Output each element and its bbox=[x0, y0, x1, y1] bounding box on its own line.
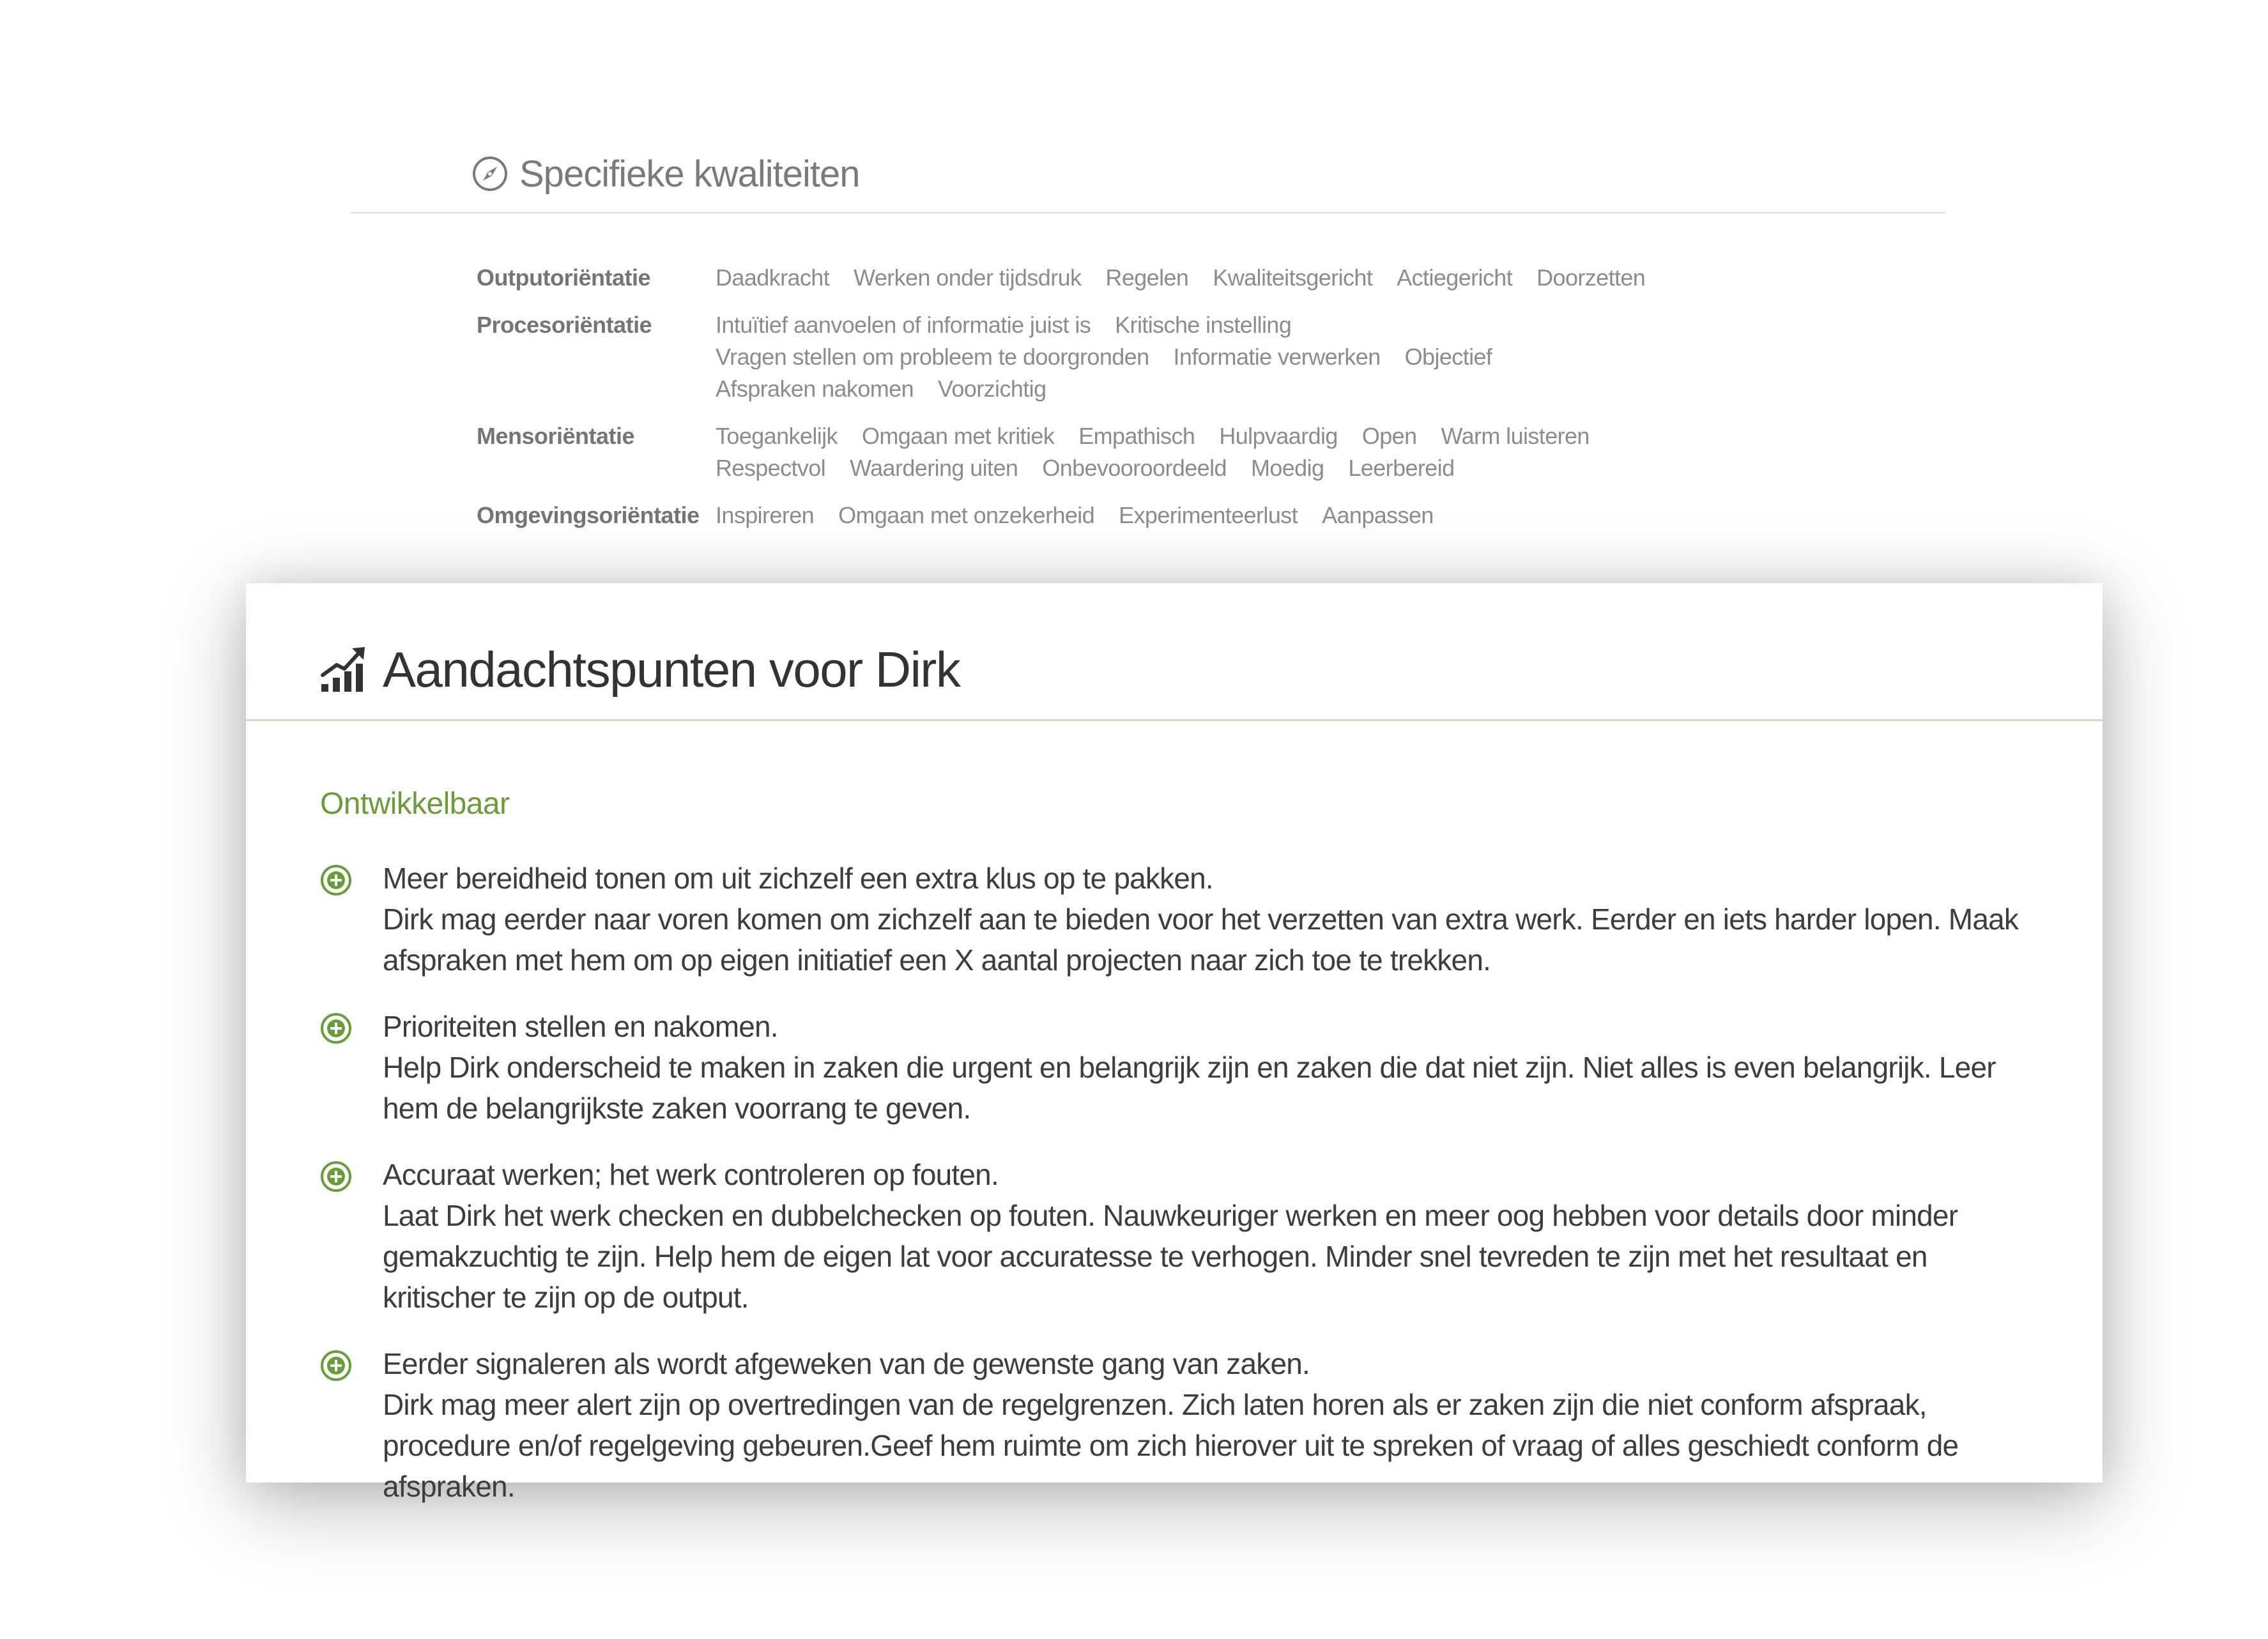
attention-points bbox=[320, 858, 2045, 1532]
quality-items bbox=[716, 309, 1699, 405]
quality-item: Daadkracht bbox=[716, 264, 830, 291]
compass-icon bbox=[472, 156, 508, 192]
plus-circle-icon bbox=[320, 1350, 352, 1382]
quality-category: Omgevingsoriëntatie bbox=[477, 502, 700, 528]
quality-item: Hulpvaardig bbox=[1219, 423, 1338, 449]
qualities-row bbox=[477, 499, 1882, 531]
quality-category: Outputoriëntatie bbox=[477, 264, 650, 291]
quality-item: Informatie verwerken bbox=[1173, 344, 1381, 370]
point-title: Accuraat werken; het werk controleren op fouten. bbox=[383, 1158, 999, 1191]
quality-items bbox=[716, 262, 1699, 294]
quality-item: Open bbox=[1361, 423, 1417, 449]
quality-item: Voorzichtig bbox=[938, 376, 1046, 402]
qualities-section bbox=[351, 128, 1945, 588]
qualities-header bbox=[472, 148, 860, 199]
quality-item: Vragen stellen om probleem te doorgronden bbox=[716, 344, 1149, 370]
attention-card bbox=[246, 583, 2103, 1503]
point-body bbox=[383, 858, 2045, 980]
qualities-divider bbox=[351, 212, 1945, 213]
quality-item: Inspireren bbox=[716, 502, 815, 528]
plus-circle-icon bbox=[320, 1161, 352, 1193]
point-text: Dirk mag meer alert zijn op overtredingen van de regelgrenzen. Zich laten horen als er zaken zijn die niet conform afspraak, procedure en/of regelgeving gebeuren.Geef hem ruimte om zich hierover uit te spreken of vraag of alles geschiedt conform de afspraken. bbox=[383, 1388, 1959, 1503]
point-text: Dirk mag eerder naar voren komen om zichzelf aan te bieden voor het verzetten van extra werk. Eerder en iets harder lopen. Maak afspraken met hem om op eigen initiatief een X aantal projecten naar zich toe te trekken. bbox=[383, 903, 2019, 977]
quality-item: Omgaan met onzekerheid bbox=[838, 502, 1095, 528]
quality-item: Experimenteerlust bbox=[1119, 502, 1298, 528]
plus-circle-icon bbox=[320, 864, 352, 896]
quality-item: Moedig bbox=[1250, 455, 1324, 481]
point-title: Prioriteiten stellen en nakomen. bbox=[383, 1010, 778, 1043]
point-body bbox=[383, 1154, 2045, 1318]
quality-item: Werken onder tijdsdruk bbox=[854, 264, 1082, 291]
quality-item: Respectvol bbox=[716, 455, 826, 481]
quality-items bbox=[716, 420, 1699, 484]
quality-item: Omgaan met kritiek bbox=[861, 423, 1055, 449]
qualities-row bbox=[477, 262, 1882, 294]
plus-circle-icon bbox=[320, 1012, 352, 1044]
quality-items bbox=[716, 499, 1699, 531]
quality-item: Leerbereid bbox=[1348, 455, 1455, 481]
quality-item: Intuïtief aanvoelen of informatie juist is bbox=[716, 312, 1091, 338]
point-text: Laat Dirk het werk checken en dubbelchecken op fouten. Nauwkeuriger werken en meer oog hebben voor details door minder gemakzuchtig te zijn. Help hem de eigen lat voor accuratesse te verhogen. Minder snel tevreden te zijn met het resultaat en kritischer te zijn op de output. bbox=[383, 1199, 1958, 1314]
quality-item: Empathisch bbox=[1078, 423, 1195, 449]
qualities-table bbox=[477, 262, 1882, 547]
qualities-row bbox=[477, 420, 1882, 484]
section-label: Ontwikkelbaar bbox=[320, 787, 510, 821]
attention-point bbox=[320, 1154, 2045, 1318]
attention-header bbox=[320, 634, 960, 705]
quality-item: Onbevooroordeeld bbox=[1042, 455, 1227, 481]
qualities-title: Specifieke kwaliteiten bbox=[519, 153, 860, 195]
attention-divider bbox=[246, 719, 2103, 721]
qualities-row bbox=[477, 309, 1882, 405]
quality-category: Procesoriëntatie bbox=[477, 312, 652, 338]
quality-item: Toegankelijk bbox=[716, 423, 838, 449]
quality-item: Afspraken nakomen bbox=[716, 376, 914, 402]
quality-item: Aanpassen bbox=[1322, 502, 1434, 528]
attention-point bbox=[320, 1343, 2045, 1507]
growth-chart-icon bbox=[320, 646, 367, 693]
quality-item: Kritische instelling bbox=[1115, 312, 1292, 338]
quality-item: Warm luisteren bbox=[1441, 423, 1590, 449]
quality-category: Mensoriëntatie bbox=[477, 423, 635, 449]
point-title: Eerder signaleren als wordt afgeweken van de gewenste gang van zaken. bbox=[383, 1347, 1310, 1380]
quality-item: Actiegericht bbox=[1397, 264, 1513, 291]
point-text: Help Dirk onderscheid te maken in zaken die urgent en belangrijk zijn en zaken die dat niet zijn. Niet alles is even belangrijk. Leer hem de belangrijkste zaken voorrang te geven. bbox=[383, 1051, 1996, 1125]
attention-title: Aandachtspunten voor Dirk bbox=[383, 641, 960, 698]
attention-point bbox=[320, 1006, 2045, 1129]
attention-point bbox=[320, 858, 2045, 980]
quality-item: Regelen bbox=[1105, 264, 1189, 291]
quality-item: Kwaliteitsgericht bbox=[1213, 264, 1373, 291]
quality-item: Doorzetten bbox=[1536, 264, 1646, 291]
point-body bbox=[383, 1006, 2045, 1129]
quality-item: Waardering uiten bbox=[850, 455, 1018, 481]
point-title: Meer bereidheid tonen om uit zichzelf een extra klus op te pakken. bbox=[383, 862, 1213, 895]
point-body bbox=[383, 1343, 2045, 1507]
quality-item: Objectief bbox=[1404, 344, 1492, 370]
